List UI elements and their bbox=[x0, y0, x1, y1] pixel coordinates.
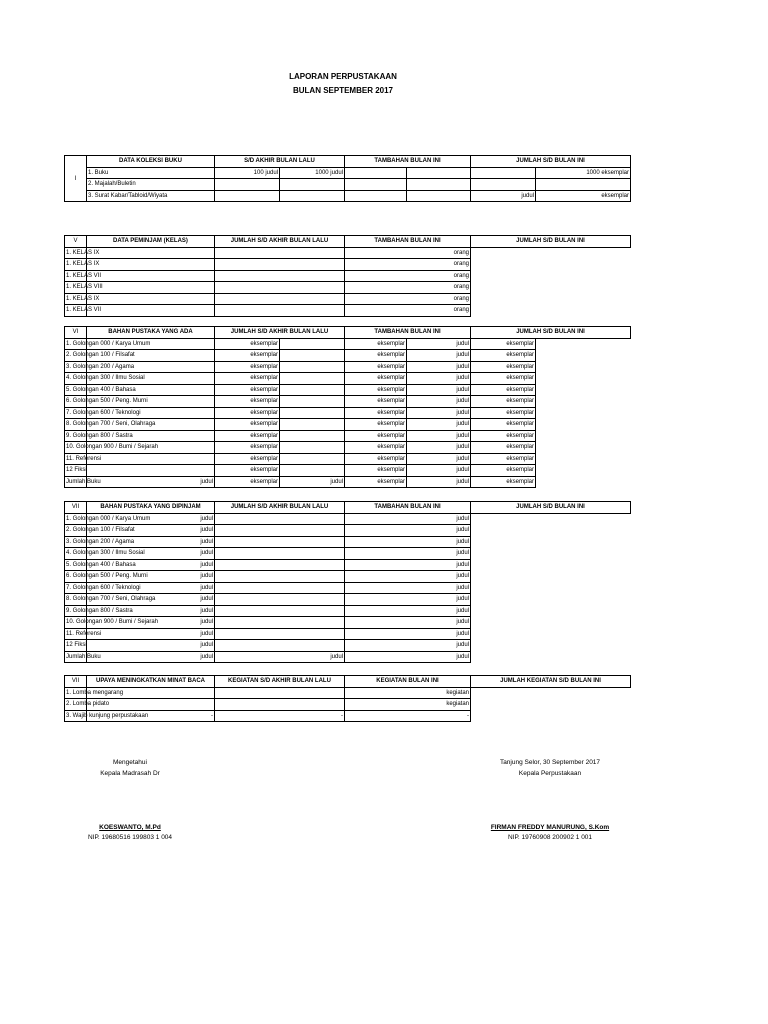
table-row bbox=[65, 270, 631, 282]
table-cell: eksemplar bbox=[215, 407, 280, 419]
table-cell: eksemplar bbox=[471, 350, 536, 362]
table-cell bbox=[215, 548, 345, 560]
row-label: 1. KELAS IX bbox=[65, 247, 87, 259]
table-cell bbox=[87, 293, 215, 305]
table-row bbox=[65, 548, 631, 560]
table-row bbox=[65, 699, 631, 711]
table-row bbox=[65, 407, 631, 419]
table-header-row bbox=[65, 236, 631, 248]
sig-left-line1: Mengetahui bbox=[113, 759, 147, 766]
row-label: 4. Golongan 300 / Ilmu Sosial bbox=[65, 373, 87, 385]
table-cell: judul bbox=[407, 350, 471, 362]
table-row bbox=[65, 350, 631, 362]
table-cell bbox=[215, 594, 345, 606]
column-header: JUMLAH S/D BULAN INI bbox=[471, 502, 631, 514]
column-header: UPAYA MENINGKATKAN MINAT BACA bbox=[87, 676, 215, 688]
table-cell: eksemplar bbox=[215, 453, 280, 465]
table-cell: eksemplar bbox=[345, 407, 407, 419]
table-header-row bbox=[65, 327, 631, 339]
table-cell bbox=[215, 536, 345, 548]
table-cell: judul bbox=[407, 407, 471, 419]
row-label: 2. Lomba pidato bbox=[65, 699, 87, 711]
table-cell: judul bbox=[345, 548, 471, 560]
section-number: VII bbox=[65, 676, 87, 688]
table-header-row bbox=[65, 676, 631, 688]
row-label: Jumlah Buku bbox=[65, 651, 87, 663]
column-header: JUMLAH KEGIATAN S/D BULAN INI bbox=[471, 676, 631, 688]
table-cell bbox=[215, 640, 345, 652]
table-cell: eksemplar bbox=[215, 384, 280, 396]
table-cell: judul bbox=[345, 582, 471, 594]
dipinjam-table bbox=[64, 501, 631, 663]
row-label: 7. Golongan 600 / Teknologi bbox=[65, 582, 87, 594]
table-cell: eksemplar bbox=[471, 396, 536, 408]
table-cell: judul bbox=[87, 651, 215, 663]
row-label: 9. Golongan 800 / Sastra bbox=[65, 430, 87, 442]
table-cell: eksemplar bbox=[536, 190, 631, 202]
sig-left-nip: NIP. 19680516 199803 1 004 bbox=[87, 834, 173, 841]
column-header: JUMLAH S/D AKHIR BULAN LALU bbox=[215, 236, 345, 248]
row-label: 10. Golongan 900 / Bumi / Sejarah bbox=[65, 442, 87, 454]
table-cell: judul bbox=[407, 373, 471, 385]
table-cell: eksemplar bbox=[471, 465, 536, 477]
table-cell: orang bbox=[345, 259, 471, 271]
table-cell: eksemplar bbox=[215, 442, 280, 454]
table-cell: judul bbox=[87, 594, 215, 606]
table-row bbox=[65, 179, 631, 191]
table-row bbox=[65, 559, 631, 571]
table-cell: eksemplar bbox=[345, 430, 407, 442]
table-cell: judul bbox=[87, 582, 215, 594]
row-label: 3. Golongan 200 / Agama bbox=[65, 536, 87, 548]
column-header: JUMLAH S/D AKHIR BULAN LALU bbox=[215, 502, 345, 514]
table-cell: judul bbox=[407, 442, 471, 454]
column-header: KEGIATAN S/D AKHIR BULAN LALU bbox=[215, 676, 345, 688]
table-cell: eksemplar bbox=[215, 396, 280, 408]
table-cell: - bbox=[215, 710, 345, 722]
row-label: 9. Golongan 800 / Sastra bbox=[65, 605, 87, 617]
section-number: I bbox=[65, 156, 87, 202]
table-cell: judul bbox=[407, 396, 471, 408]
table-cell: eksemplar bbox=[345, 373, 407, 385]
row-label: 11. Referensi bbox=[65, 453, 87, 465]
table-cell: eksemplar bbox=[345, 350, 407, 362]
table-row bbox=[65, 282, 631, 294]
report-title: LAPORAN PERPUSTAKAAN bbox=[289, 72, 397, 81]
table-cell bbox=[215, 628, 345, 640]
table-cell: judul bbox=[87, 513, 215, 525]
column-header: JUMLAH S/D BULAN INI bbox=[471, 156, 631, 168]
table-row bbox=[65, 617, 631, 629]
table-row bbox=[65, 396, 631, 408]
table-cell: kegiatan bbox=[345, 687, 471, 699]
table-cell bbox=[280, 179, 345, 191]
table-cell: kegiatan bbox=[345, 699, 471, 711]
table-cell bbox=[215, 190, 280, 202]
table-cell bbox=[407, 167, 471, 179]
table-cell: orang bbox=[345, 282, 471, 294]
row-label: 2. Golongan 100 / Filsafat bbox=[65, 525, 87, 537]
table-row bbox=[65, 640, 631, 652]
table-row bbox=[65, 525, 631, 537]
table-cell: eksemplar bbox=[345, 338, 407, 350]
table-cell bbox=[280, 190, 345, 202]
table-cell bbox=[407, 190, 471, 202]
row-label: 1. Buku bbox=[87, 167, 215, 179]
table-cell: eksemplar bbox=[215, 338, 280, 350]
table-row bbox=[65, 453, 631, 465]
table-cell: judul bbox=[407, 453, 471, 465]
row-label: 1. Lomba mengarang bbox=[65, 687, 87, 699]
row-label: 10. Golongan 900 / Bumi / Sejarah bbox=[65, 617, 87, 629]
table-cell: eksemplar bbox=[471, 419, 536, 431]
table-cell: eksemplar bbox=[471, 384, 536, 396]
table-cell: eksemplar bbox=[345, 453, 407, 465]
upaya-table bbox=[64, 675, 631, 722]
table-cell: eksemplar bbox=[471, 373, 536, 385]
table-cell: judul bbox=[345, 536, 471, 548]
table-cell bbox=[215, 605, 345, 617]
table-header-row bbox=[65, 156, 631, 168]
table-cell: eksemplar bbox=[471, 338, 536, 350]
column-header: S/D AKHIR BULAN LALU bbox=[215, 156, 345, 168]
row-label: 12 Fiksi bbox=[65, 640, 87, 652]
table-row bbox=[65, 536, 631, 548]
table-cell: eksemplar bbox=[215, 419, 280, 431]
row-label: 1. KELAS IX bbox=[65, 293, 87, 305]
column-header: KEGIATAN BULAN INI bbox=[345, 676, 471, 688]
column-header: TAMBAHAN BULAN INI bbox=[345, 236, 471, 248]
row-label: 1. KELAS VII bbox=[65, 305, 87, 317]
table-cell: eksemplar bbox=[345, 384, 407, 396]
row-label: 6. Golongan 500 / Peng. Murni bbox=[65, 571, 87, 583]
table-cell bbox=[87, 282, 215, 294]
column-header: BAHAN PUSTAKA YANG DIPINJAM bbox=[87, 502, 215, 514]
table-cell bbox=[280, 430, 345, 442]
sig-right-name: FIRMAN FREDDY MANURUNG, S.Kom bbox=[490, 824, 610, 831]
table-cell bbox=[345, 190, 407, 202]
section-number: VII bbox=[65, 502, 87, 514]
column-header: TAMBAHAN BULAN INI bbox=[345, 327, 471, 339]
table-cell bbox=[280, 361, 345, 373]
table-cell: eksemplar bbox=[471, 407, 536, 419]
column-header: JUMLAH S/D BULAN INI bbox=[471, 327, 631, 339]
table-cell bbox=[215, 282, 345, 294]
table-row bbox=[65, 513, 631, 525]
table-header-row bbox=[65, 502, 631, 514]
table-cell bbox=[345, 179, 407, 191]
signature-left bbox=[60, 759, 200, 841]
table-row bbox=[65, 167, 631, 179]
table-cell bbox=[407, 179, 471, 191]
table-row bbox=[65, 651, 631, 663]
table-cell bbox=[280, 407, 345, 419]
table-cell: judul bbox=[87, 525, 215, 537]
table-cell bbox=[280, 465, 345, 477]
table-cell: judul bbox=[87, 571, 215, 583]
column-header: JUMLAH S/D AKHIR BULAN LALU bbox=[215, 327, 345, 339]
peminjam-table bbox=[64, 235, 631, 317]
table-cell: judul bbox=[407, 338, 471, 350]
table-row bbox=[65, 710, 631, 722]
table-cell bbox=[87, 259, 215, 271]
table-row bbox=[65, 465, 631, 477]
column-header: DATA KOLEKSI BUKU bbox=[87, 156, 215, 168]
table-cell: orang bbox=[345, 270, 471, 282]
table-cell: judul bbox=[345, 525, 471, 537]
row-label: 2. Majalah/Buletin bbox=[87, 179, 215, 191]
table-cell: judul bbox=[280, 476, 345, 488]
table-row bbox=[65, 190, 631, 202]
table-cell bbox=[345, 167, 407, 179]
row-label: 1. Golongan 000 / Karya Umum bbox=[65, 338, 87, 350]
table-cell: judul bbox=[471, 190, 536, 202]
table-row bbox=[65, 419, 631, 431]
signature-right bbox=[470, 759, 630, 841]
row-label: 5. Golongan 400 / Bahasa bbox=[65, 559, 87, 571]
table-cell: eksemplar bbox=[215, 350, 280, 362]
table-cell: judul bbox=[345, 605, 471, 617]
table-row bbox=[65, 247, 631, 259]
table-cell bbox=[87, 247, 215, 259]
table-cell: - bbox=[345, 710, 471, 722]
table-cell: judul bbox=[345, 628, 471, 640]
row-label: 5. Golongan 400 / Bahasa bbox=[65, 384, 87, 396]
row-label: 4. Golongan 300 / Ilmu Sosial bbox=[65, 548, 87, 560]
table-row bbox=[65, 384, 631, 396]
section-number: VI bbox=[65, 327, 87, 339]
bahan-table bbox=[64, 326, 631, 488]
table-row bbox=[65, 605, 631, 617]
table-cell bbox=[215, 293, 345, 305]
table-cell bbox=[215, 179, 280, 191]
table-cell: - bbox=[87, 710, 215, 722]
table-row bbox=[65, 594, 631, 606]
section-number: V bbox=[65, 236, 87, 248]
table-cell: eksemplar bbox=[345, 396, 407, 408]
table-cell: orang bbox=[345, 293, 471, 305]
table-cell bbox=[87, 453, 215, 465]
table-cell: eksemplar bbox=[215, 476, 280, 488]
table-cell bbox=[280, 373, 345, 385]
table-row bbox=[65, 687, 631, 699]
table-row bbox=[65, 628, 631, 640]
row-label: 8. Golongan 700 / Seni, Olahraga bbox=[65, 419, 87, 431]
table-cell: eksemplar bbox=[345, 361, 407, 373]
column-header: JUMLAH S/D BULAN INI bbox=[471, 236, 631, 248]
table-cell bbox=[471, 167, 536, 179]
table-cell: eksemplar bbox=[215, 430, 280, 442]
sig-left-line2: Kepala Madrasah Dr bbox=[100, 770, 160, 777]
peminjam-rows bbox=[65, 247, 631, 316]
table-cell: judul bbox=[407, 430, 471, 442]
table-cell bbox=[215, 571, 345, 583]
row-label: Jumlah Buku bbox=[65, 476, 87, 488]
row-label: 6. Golongan 500 / Peng. Murni bbox=[65, 396, 87, 408]
table-cell: judul bbox=[407, 384, 471, 396]
row-label: 11. Referensi bbox=[65, 628, 87, 640]
table-cell bbox=[536, 179, 631, 191]
table-row bbox=[65, 338, 631, 350]
row-label: 3. Golongan 200 / Agama bbox=[65, 361, 87, 373]
table-cell: eksemplar bbox=[215, 465, 280, 477]
table-cell bbox=[215, 617, 345, 629]
table-cell: eksemplar bbox=[471, 442, 536, 454]
table-cell: orang bbox=[345, 247, 471, 259]
table-cell: eksemplar bbox=[345, 419, 407, 431]
table-row bbox=[65, 430, 631, 442]
table-cell bbox=[280, 384, 345, 396]
table-cell bbox=[471, 179, 536, 191]
table-cell: eksemplar bbox=[345, 465, 407, 477]
table-row bbox=[65, 582, 631, 594]
table-cell: eksemplar bbox=[471, 476, 536, 488]
table-cell bbox=[215, 305, 345, 317]
table-cell: eksemplar bbox=[215, 361, 280, 373]
column-header: TAMBAHAN BULAN INI bbox=[345, 502, 471, 514]
table-row bbox=[65, 476, 631, 488]
table-row bbox=[65, 373, 631, 385]
table-cell bbox=[280, 396, 345, 408]
row-label: 1. KELAS VII bbox=[65, 270, 87, 282]
row-label: 7. Golongan 600 / Teknologi bbox=[65, 407, 87, 419]
column-header: DATA PEMINJAM (KELAS) bbox=[87, 236, 215, 248]
table-row bbox=[65, 259, 631, 271]
table-cell bbox=[280, 338, 345, 350]
table-cell: judul bbox=[407, 361, 471, 373]
table-row bbox=[65, 293, 631, 305]
table-cell: judul bbox=[87, 628, 215, 640]
table-cell: judul bbox=[345, 651, 471, 663]
table-cell bbox=[215, 247, 345, 259]
table-cell bbox=[215, 687, 345, 699]
sig-left-name: KOESWANTO, M.Pd bbox=[99, 824, 161, 831]
sig-right-nip: NIP. 19760908 200902 1 001 bbox=[507, 834, 593, 841]
table-cell: judul bbox=[87, 617, 215, 629]
table-cell: judul bbox=[87, 605, 215, 617]
table-cell bbox=[215, 699, 345, 711]
sig-right-line2: Kepala Perpustakaan bbox=[518, 770, 582, 777]
table-cell bbox=[87, 305, 215, 317]
report-subtitle: BULAN SEPTEMBER 2017 bbox=[292, 86, 394, 95]
koleksi-table bbox=[64, 155, 631, 202]
row-label: 8. Golongan 700 / Seni, Olahraga bbox=[65, 594, 87, 606]
row-label: 3. Wajib kunjung perpustakaan bbox=[65, 710, 87, 722]
row-label: 2. Golongan 100 / Filsafat bbox=[65, 350, 87, 362]
row-label: 1. KELAS IX bbox=[65, 259, 87, 271]
table-cell: eksemplar bbox=[215, 373, 280, 385]
table-cell: judul bbox=[87, 476, 215, 488]
table-cell: judul bbox=[87, 640, 215, 652]
table-cell: judul bbox=[345, 571, 471, 583]
table-cell: eksemplar bbox=[345, 476, 407, 488]
row-label: 3. Surat Kabar/Tabloid/Wiyata bbox=[87, 190, 215, 202]
row-label: 12 Fiksi bbox=[65, 465, 87, 477]
table-cell: 1000 judul bbox=[280, 167, 345, 179]
bahan-rows bbox=[65, 338, 631, 488]
sig-right-line1: Tanjung Selor, 30 September 2017 bbox=[499, 759, 601, 766]
table-cell: judul bbox=[87, 548, 215, 560]
table-cell: judul bbox=[345, 640, 471, 652]
table-cell bbox=[215, 513, 345, 525]
table-cell: judul bbox=[407, 476, 471, 488]
table-cell bbox=[215, 582, 345, 594]
dipinjam-rows bbox=[65, 513, 631, 663]
table-cell: orang bbox=[345, 305, 471, 317]
table-cell: judul bbox=[87, 559, 215, 571]
table-cell: eksemplar bbox=[471, 361, 536, 373]
table-cell bbox=[280, 419, 345, 431]
table-cell bbox=[280, 442, 345, 454]
table-cell: judul bbox=[345, 617, 471, 629]
table-cell: eksemplar bbox=[471, 430, 536, 442]
table-cell: judul bbox=[215, 651, 345, 663]
column-header: TAMBAHAN BULAN INI bbox=[345, 156, 471, 168]
upaya-rows bbox=[65, 687, 631, 722]
table-cell bbox=[215, 259, 345, 271]
table-cell bbox=[280, 453, 345, 465]
table-cell: judul bbox=[345, 594, 471, 606]
table-cell bbox=[215, 525, 345, 537]
table-cell: 1000 eksemplar bbox=[536, 167, 631, 179]
table-cell: judul bbox=[407, 465, 471, 477]
table-cell: judul bbox=[87, 536, 215, 548]
table-row bbox=[65, 361, 631, 373]
table-cell: judul bbox=[345, 513, 471, 525]
table-row bbox=[65, 571, 631, 583]
table-cell bbox=[280, 350, 345, 362]
table-cell bbox=[215, 559, 345, 571]
table-cell: eksemplar bbox=[345, 442, 407, 454]
row-label: 1. Golongan 000 / Karya Umum bbox=[65, 513, 87, 525]
table-row bbox=[65, 442, 631, 454]
table-cell bbox=[215, 270, 345, 282]
table-cell: 100 judul bbox=[215, 167, 280, 179]
table-cell: judul bbox=[345, 559, 471, 571]
row-label: 1. KELAS VIII bbox=[65, 282, 87, 294]
table-cell bbox=[87, 465, 215, 477]
table-row bbox=[65, 305, 631, 317]
table-cell bbox=[87, 270, 215, 282]
table-cell: eksemplar bbox=[471, 453, 536, 465]
column-header: BAHAN PUSTAKA YANG ADA bbox=[87, 327, 215, 339]
table-cell: judul bbox=[407, 419, 471, 431]
